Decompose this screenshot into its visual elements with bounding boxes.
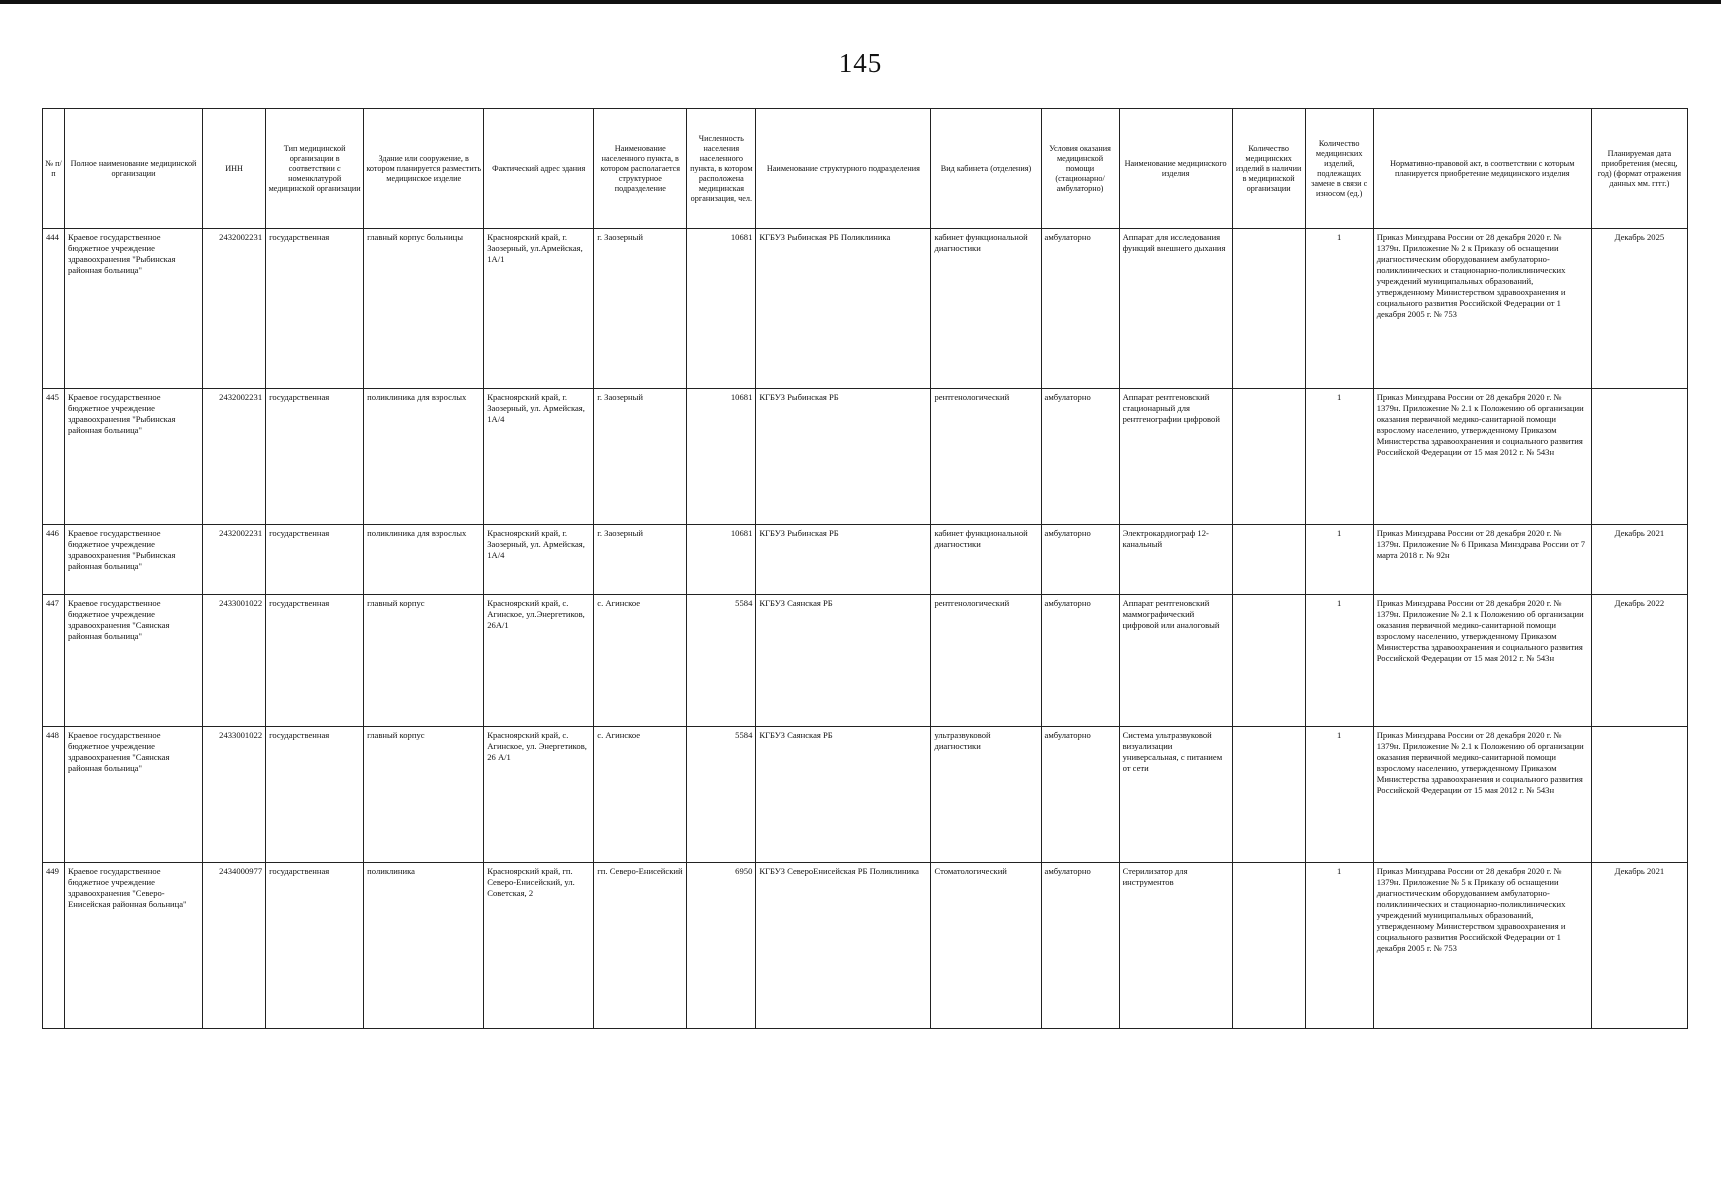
header-cell: Наименование структурного подразделения [756, 109, 931, 229]
inn: 2433001022 [203, 595, 266, 727]
devices-available [1232, 595, 1305, 727]
org-type: государственная [266, 389, 364, 525]
population: 5584 [687, 595, 756, 727]
devices-to-replace: 1 [1305, 525, 1373, 595]
header-cell: Численность населения населенного пункта, в котором расположена медицинская организация, чел. [687, 109, 756, 229]
row-number: 447 [43, 595, 65, 727]
population: 10681 [687, 229, 756, 389]
header-cell: Условия оказания медицинской помощи (стационарно/ амбулаторно) [1041, 109, 1119, 229]
population: 5584 [687, 727, 756, 863]
building: главный корпус больницы [364, 229, 484, 389]
header-cell: Планируемая дата приобретения (месяц, год) (формат отражения данных мм. гггг.) [1591, 109, 1687, 229]
table-row [43, 525, 1688, 595]
header-cell: Количество медицинских изделий, подлежащих замене в связи с износом (ед.) [1305, 109, 1373, 229]
inn: 2432002231 [203, 229, 266, 389]
care-conditions: амбулаторно [1041, 727, 1119, 863]
population: 10681 [687, 389, 756, 525]
row-number: 448 [43, 727, 65, 863]
device-name: Аппарат для исследования функций внешнего дыхания [1119, 229, 1232, 389]
planned-date [1591, 389, 1687, 525]
building: поликлиника для взрослых [364, 525, 484, 595]
planned-date: Декабрь 2025 [1591, 229, 1687, 389]
org-name: Краевое государственное бюджетное учреждение здравоохранения "Саянская районная больница" [65, 727, 203, 863]
row-number: 449 [43, 863, 65, 1029]
locality: г. Заозерный [594, 229, 687, 389]
cabinet-type: кабинет функциональной диагностики [931, 229, 1041, 389]
devices-available [1232, 229, 1305, 389]
device-name: Аппарат рентгеновский стационарный для рентгенографии цифровой [1119, 389, 1232, 525]
table-row [43, 863, 1688, 1029]
org-name: Краевое государственное бюджетное учреждение здравоохранения "Саянская районная больница" [65, 595, 203, 727]
devices-to-replace: 1 [1305, 727, 1373, 863]
cabinet-type: Стоматологический [931, 863, 1041, 1029]
header-cell: ИНН [203, 109, 266, 229]
org-type: государственная [266, 863, 364, 1029]
address: Красноярский край, гп. Северо-Енисейский, ул. Советская, 2 [484, 863, 594, 1029]
inn: 2434000977 [203, 863, 266, 1029]
structural-unit: КГБУЗ Рыбинская РБ Поликлиника [756, 229, 931, 389]
header-cell: Полное наименование медицинской организации [65, 109, 203, 229]
table-row [43, 389, 1688, 525]
care-conditions: амбулаторно [1041, 863, 1119, 1029]
devices-available [1232, 863, 1305, 1029]
row-number: 445 [43, 389, 65, 525]
cabinet-type: ультразвуковой диагностики [931, 727, 1041, 863]
structural-unit: КГБУЗ Рыбинская РБ [756, 389, 931, 525]
building: главный корпус [364, 727, 484, 863]
device-name: Аппарат рентгеновский маммографический цифровой или аналоговый [1119, 595, 1232, 727]
planned-date [1591, 727, 1687, 863]
legal-act: Приказ Минздрава России от 28 декабря 2020 г. № 1379н. Приложение № 6 Приказа Минздрава России от 7 марта 2018 г. № 92н [1373, 525, 1591, 595]
address: Красноярский край, г. Заозерный, ул.Армейская, 1А/1 [484, 229, 594, 389]
row-number: 446 [43, 525, 65, 595]
cabinet-type: рентгенологический [931, 595, 1041, 727]
inn: 2432002231 [203, 525, 266, 595]
legal-act: Приказ Минздрава России от 28 декабря 2020 г. № 1379н. Приложение № 2 к Приказу об оснащении диагностическим оборудованием амбулаторно-поликлинических и стационарно-поликлинических учреждений муниципальных образований, утвержденному Министерством здравоохранения и социального развития Российской Федерации от 1 декабря 2005 г. № 753 [1373, 229, 1591, 389]
population: 6950 [687, 863, 756, 1029]
address: Красноярский край, г. Заозерный, ул. Армейская, 1А/4 [484, 389, 594, 525]
locality: г. Заозерный [594, 525, 687, 595]
header-cell: Наименование населенного пункта, в котором располагается структурное подразделение [594, 109, 687, 229]
devices-to-replace: 1 [1305, 863, 1373, 1029]
care-conditions: амбулаторно [1041, 229, 1119, 389]
inn: 2433001022 [203, 727, 266, 863]
legal-act: Приказ Минздрава России от 28 декабря 2020 г. № 1379н. Приложение № 2.1 к Положению об организации оказания первичной медико-санитарной помощи взрослому населению, утвержденному Приказом Министерства здравоохранения и социального развития Российской Федерации от 15 мая 2012 г. № 543н [1373, 389, 1591, 525]
address: Красноярский край, г. Заозерный, ул. Армейская, 1А/4 [484, 525, 594, 595]
page-top-border [0, 0, 1721, 4]
cabinet-type: рентгенологический [931, 389, 1041, 525]
devices-available [1232, 389, 1305, 525]
org-name: Краевое государственное бюджетное учреждение здравоохранения "Рыбинская районная больница" [65, 389, 203, 525]
org-name: Краевое государственное бюджетное учреждение здравоохранения "Северо-Енисейская районная больница" [65, 863, 203, 1029]
building: поликлиника для взрослых [364, 389, 484, 525]
care-conditions: амбулаторно [1041, 595, 1119, 727]
header-cell: Здание или сооружение, в котором планируется разместить медицинское изделие [364, 109, 484, 229]
device-name: Стерилизатор для инструментов [1119, 863, 1232, 1029]
header-cell: Тип медицинской организации в соответствии с номенклатурой медицинской организации [266, 109, 364, 229]
care-conditions: амбулаторно [1041, 389, 1119, 525]
org-name: Краевое государственное бюджетное учреждение здравоохранения "Рыбинская районная больница" [65, 525, 203, 595]
equipment-register-table [42, 108, 1688, 1029]
table-row [43, 595, 1688, 727]
row-number: 444 [43, 229, 65, 389]
header-cell: Фактический адрес здания [484, 109, 594, 229]
locality: г. Заозерный [594, 389, 687, 525]
org-type: государственная [266, 229, 364, 389]
locality: гп. Северо-Енисейский [594, 863, 687, 1029]
building: главный корпус [364, 595, 484, 727]
devices-to-replace: 1 [1305, 389, 1373, 525]
structural-unit: КГБУЗ Саянская РБ [756, 595, 931, 727]
address: Красноярский край, с. Агинское, ул. Энергетиков, 26 А/1 [484, 727, 594, 863]
building: поликлиника [364, 863, 484, 1029]
header-cell: Количество медицинских изделий в наличии в медицинской организации [1232, 109, 1305, 229]
device-name: Система ультразвуковой визуализации универсальная, с питанием от сети [1119, 727, 1232, 863]
locality: с. Агинское [594, 727, 687, 863]
locality: с. Агинское [594, 595, 687, 727]
legal-act: Приказ Минздрава России от 28 декабря 2020 г. № 1379н. Приложение № 2.1 к Положению об организации оказания первичной медико-санитарной помощи взрослому населению, утвержденному Приказом Министерства здравоохранения и социального развития Российской Федерации от 15 мая 2012 г. № 543н [1373, 727, 1591, 863]
device-name: Электрокардиограф 12-канальный [1119, 525, 1232, 595]
legal-act: Приказ Минздрава России от 28 декабря 2020 г. № 1379н. Приложение № 2.1 к Положению об организации оказания первичной медико-санитарной помощи взрослому населению, утвержденному Приказом Министерства здравоохранения и социального развития Российской Федерации от 15 мая 2012 г. № 543н [1373, 595, 1591, 727]
org-type: государственная [266, 595, 364, 727]
org-name: Краевое государственное бюджетное учреждение здравоохранения "Рыбинская районная больница" [65, 229, 203, 389]
table-row [43, 727, 1688, 863]
header-cell: Вид кабинета (отделения) [931, 109, 1041, 229]
care-conditions: амбулаторно [1041, 525, 1119, 595]
structural-unit: КГБУЗ СевероЕнисейская РБ Поликлиника [756, 863, 931, 1029]
page-number: 145 [838, 48, 883, 78]
devices-available [1232, 525, 1305, 595]
header-cell: Нормативно-правовой акт, в соответствии с которым планируется приобретение медицинского изделия [1373, 109, 1591, 229]
devices-to-replace: 1 [1305, 229, 1373, 389]
org-type: государственная [266, 525, 364, 595]
planned-date: Декабрь 2021 [1591, 525, 1687, 595]
devices-available [1232, 727, 1305, 863]
planned-date: Декабрь 2021 [1591, 863, 1687, 1029]
table-row [43, 229, 1688, 389]
org-type: государственная [266, 727, 364, 863]
table-header-row [43, 109, 1688, 229]
header-cell: Наименование медицинского изделия [1119, 109, 1232, 229]
population: 10681 [687, 525, 756, 595]
address: Красноярский край, с. Агинское, ул.Энергетиков, 26А/1 [484, 595, 594, 727]
devices-to-replace: 1 [1305, 595, 1373, 727]
legal-act: Приказ Минздрава России от 28 декабря 2020 г. № 1379н. Приложение № 5 к Приказу об оснащении диагностическим оборудованием амбулаторно-поликлинических и стационарно-поликлинических учреждений муниципальных образований, утвержденному Министерством здравоохранения и социального развития Российской Федерации от 1 декабря 2005 г. № 753 [1373, 863, 1591, 1029]
header-cell: № п/п [43, 109, 65, 229]
structural-unit: КГБУЗ Саянская РБ [756, 727, 931, 863]
cabinet-type: кабинет функциональной диагностики [931, 525, 1041, 595]
inn: 2432002231 [203, 389, 266, 525]
planned-date: Декабрь 2022 [1591, 595, 1687, 727]
structural-unit: КГБУЗ Рыбинская РБ [756, 525, 931, 595]
